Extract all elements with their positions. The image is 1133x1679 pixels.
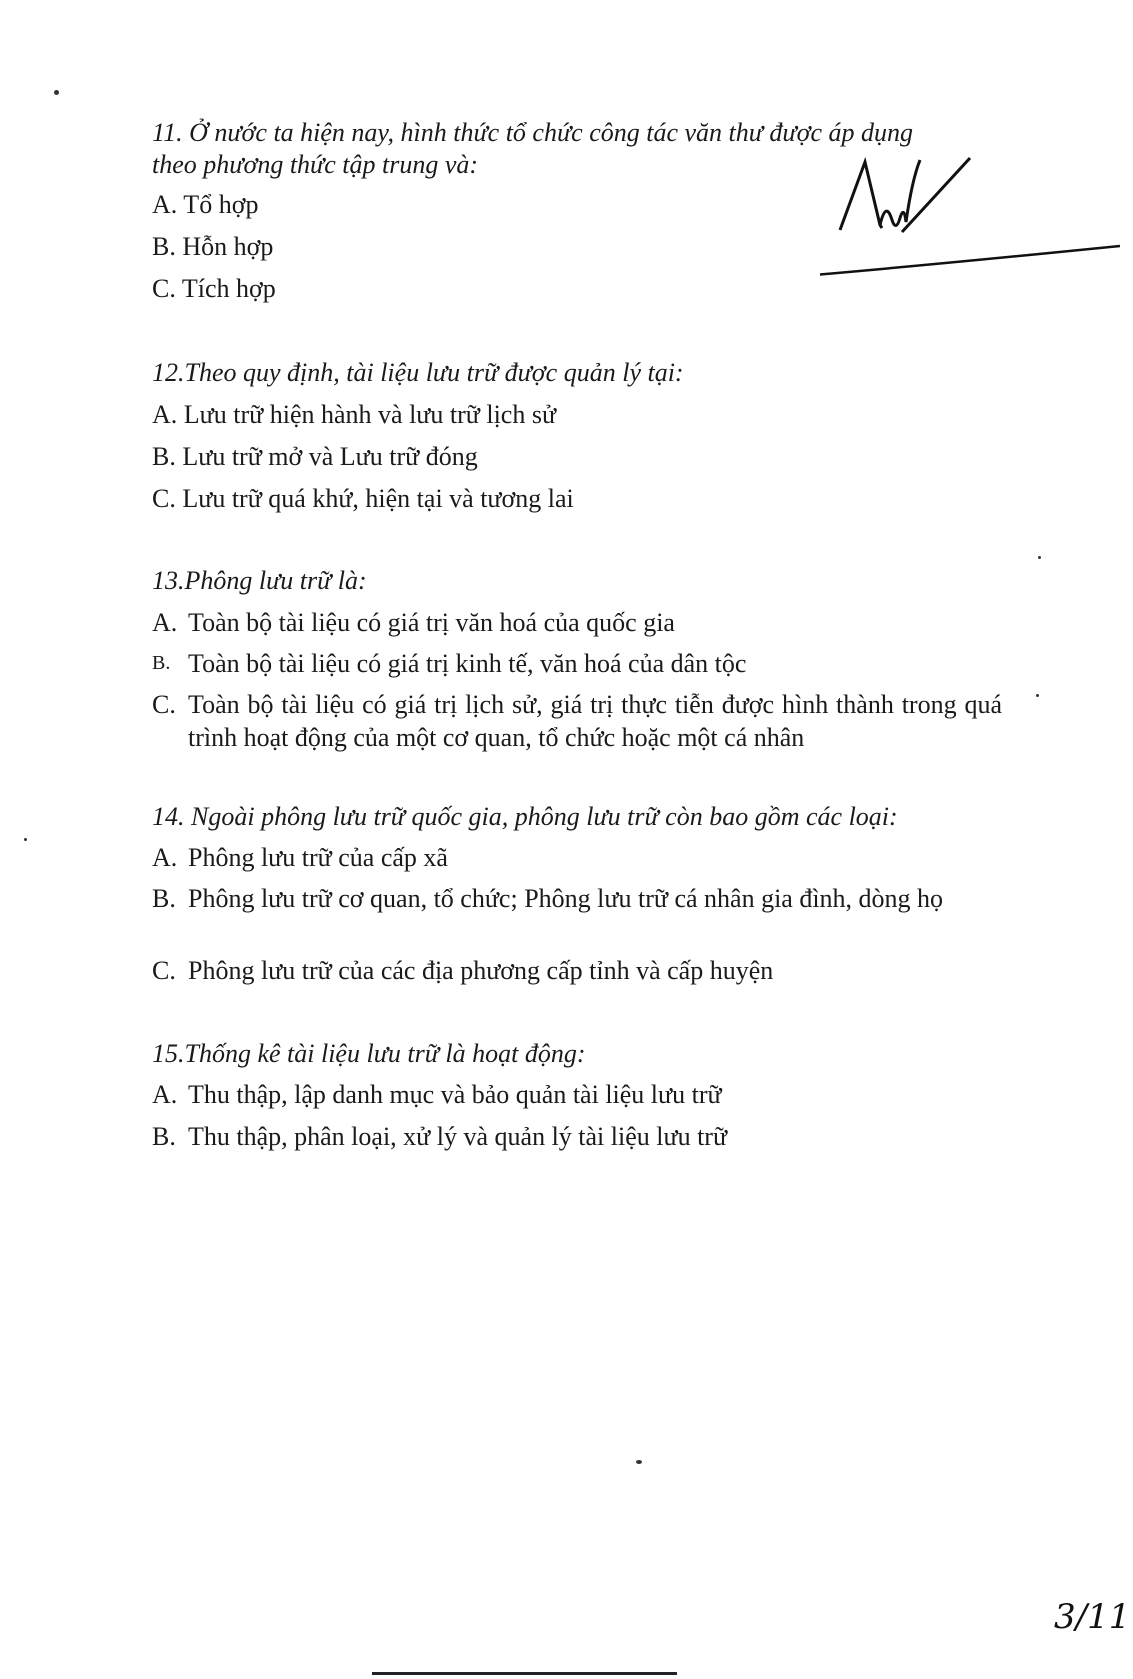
question-14-option-c — [152, 954, 1002, 987]
option-text: Toàn bộ tài liệu có giá trị văn hoá của quốc gia — [188, 608, 675, 637]
option-text: Toàn bộ tài liệu có giá trị kinh tế, văn hoá của dân tộc — [188, 649, 747, 678]
option-letter: A. — [152, 608, 178, 637]
question-15-option-b — [152, 1120, 1002, 1153]
option-text: Phông lưu trữ của các địa phương cấp tỉnh và cấp huyện — [188, 956, 774, 985]
question-12-option-b: B. Lưu trữ mở và Lưu trữ đóng — [152, 442, 478, 471]
option-text: Thu thập, phân loại, xử lý và quản lý tài liệu lưu trữ — [188, 1122, 728, 1151]
option-text: Phông lưu trữ của cấp xã — [188, 843, 448, 872]
option-text: Thu thập, lập danh mục và bảo quản tài liệu lưu trữ — [188, 1080, 722, 1109]
scan-speck — [1038, 556, 1041, 559]
scan-speck — [636, 1460, 642, 1464]
option-letter: B. — [152, 652, 171, 674]
question-13: 13.Phông lưu trữ là: — [152, 566, 367, 595]
question-12-option-a: A. Lưu trữ hiện hành và lưu trữ lịch sử — [152, 400, 557, 429]
question-14-option-b — [152, 882, 1002, 915]
page-note-text: 3/11 — [1054, 1597, 1130, 1637]
option-letter: C. — [152, 690, 176, 719]
question-11-line2: theo phương thức tập trung và: — [152, 150, 479, 179]
option-letter: B. — [152, 1122, 176, 1151]
question-12: 12.Theo quy định, tài liệu lưu trữ được quản lý tại: — [152, 358, 684, 387]
question-11: 11. Ở nước ta hiện nay, hình thức tổ chức công tác văn thư được áp dụng — [152, 118, 914, 147]
question-12-option-c: C. Lưu trữ quá khứ, hiện tại và tương lai — [152, 484, 574, 513]
handwritten-page-note-icon — [1050, 1588, 1130, 1648]
scan-speck — [1036, 694, 1039, 697]
option-letter: C. — [152, 956, 176, 985]
question-11-option-b: B. Hỗn hợp — [152, 232, 274, 261]
option-text: Phông lưu trữ cơ quan, tổ chức; Phông lưu trữ cá nhân gia đình, dòng họ — [188, 884, 944, 913]
question-14-option-a — [152, 841, 1002, 874]
question-13-option-a — [152, 606, 1002, 639]
question-15: 15.Thống kê tài liệu lưu trữ là hoạt động: — [152, 1039, 586, 1068]
question-15-option-a — [152, 1078, 1002, 1111]
option-letter: B. — [152, 884, 176, 913]
scan-speck — [54, 90, 59, 95]
option-letter: A. — [152, 1080, 178, 1109]
option-text: Toàn bộ tài liệu có giá trị lịch sử, giá trị thực tiễn được hình thành trong quá trình hoạt động của một cơ quan, tổ chức hoặc một cá nhân — [188, 690, 1002, 752]
scan-speck — [24, 838, 27, 841]
option-letter: A. — [152, 843, 178, 872]
question-13-option-b — [152, 647, 1002, 680]
question-13-option-c — [152, 688, 1002, 754]
question-11-option-c: C. Tích hợp — [152, 274, 276, 303]
question-14: 14. Ngoài phông lưu trữ quốc gia, phông lưu trữ còn bao gồm các loại: — [152, 802, 898, 831]
signature-icon — [820, 150, 1120, 290]
bottom-rule — [372, 1672, 677, 1675]
question-11-option-a: A. Tổ hợp — [152, 190, 259, 219]
